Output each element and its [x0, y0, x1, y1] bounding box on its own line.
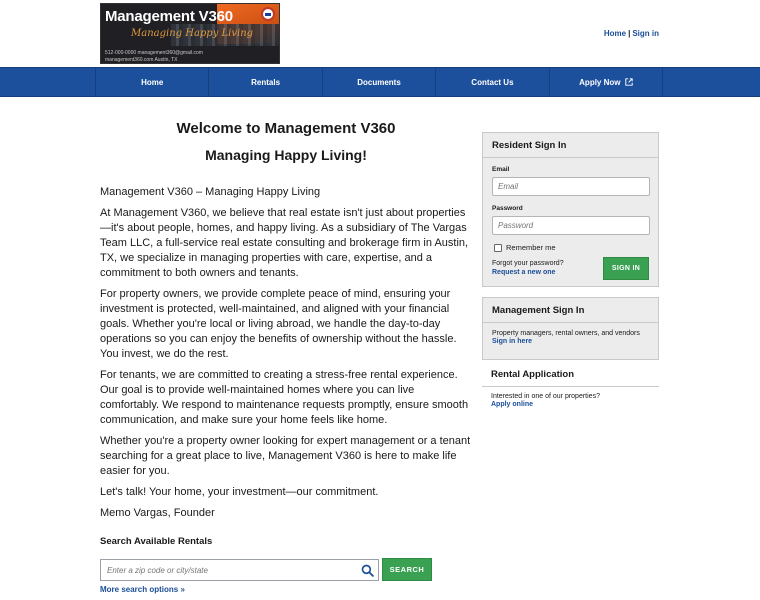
nav-rentals[interactable] [208, 68, 321, 96]
closing-paragraph: Whether you're a property owner looking for expert management or a tenant searching for a great place to live, Management V360 is here to make life easier for you. [100, 435, 471, 477]
founder-signature: Memo Vargas, Founder [100, 507, 215, 519]
resident-sign-in-title: Resident Sign In [483, 133, 658, 158]
logo-title: Management V360 [105, 8, 233, 25]
search-icon[interactable] [361, 564, 374, 577]
tenants-paragraph: For tenants, we are committed to creating a stress-free rental experience. Our goal is to provide well-maintained homes where you can live comfortably. We respond to maintenance requests promptly, ensure smooth communication, and make sure your home feels like home. [100, 369, 469, 426]
management-sign-in-title: Management Sign In [483, 298, 658, 323]
email-label: Email [492, 166, 510, 173]
intro-paragraph: Management V360 – Managing Happy Living [100, 186, 321, 198]
remember-me-row [494, 243, 658, 252]
nav-contact-us-label: Contact Us [471, 77, 514, 87]
main-content [100, 120, 472, 527]
resident-sign-in-button[interactable]: SIGN IN [603, 257, 649, 280]
top-links-separator: | [628, 29, 631, 38]
rental-search [100, 536, 440, 594]
site-logo[interactable] [100, 3, 280, 64]
search-input[interactable] [101, 560, 378, 580]
nav-apply-now-label: Apply Now [579, 77, 621, 87]
main-navbar [0, 67, 760, 97]
search-row [100, 558, 440, 581]
page-title: Welcome to Management V360 [176, 120, 396, 137]
password-label: Password [492, 205, 523, 212]
more-search-options-link[interactable]: More search options » [100, 585, 185, 594]
nav-items [95, 68, 663, 96]
apply-online-link[interactable]: Apply online [491, 401, 533, 408]
password-field[interactable] [492, 216, 650, 235]
nav-home[interactable] [95, 68, 208, 96]
rental-application-panel [482, 362, 659, 408]
nav-home-label: Home [141, 77, 164, 87]
logo-script-text: Managing Happy Living [131, 28, 254, 39]
request-new-password-link[interactable]: Request a new one [492, 269, 556, 276]
nav-documents-label: Documents [357, 77, 401, 87]
nav-contact-us[interactable] [435, 68, 548, 96]
page-subtitle: Managing Happy Living! [205, 147, 367, 163]
remember-me-label: Remember me [506, 243, 556, 252]
nav-apply-now[interactable] [549, 68, 663, 96]
rental-application-title: Rental Application [482, 362, 659, 387]
logo-badge-icon [261, 7, 275, 21]
forgot-row [483, 257, 658, 283]
search-title: Search Available Rentals [100, 536, 213, 547]
management-description: Property managers, rental owners, and vendors [492, 330, 640, 337]
management-sign-in-link[interactable]: Sign in here [492, 338, 533, 345]
about-paragraph: At Management V360, we believe that real estate isn't just about properties—it's about people, homes, and happy living. As a subsidiary of The Vargas Team LLC, a full-service real estate consulting and brokerage firm in Austin, TX, we specialize in managing properties with care, expertise, and a commitment to both owners and tenants. [100, 207, 469, 279]
logo-contact-line: 512-000-0000 management360@gmail.com [105, 50, 203, 56]
search-button[interactable]: SEARCH [382, 558, 432, 581]
owners-paragraph: For property owners, we provide complete peace of mind, ensuring your investment is protected, well-maintained, and aligned with your financial goals. Whether you're local or living abroad, we handle the day-to-day operations so you can enjoy the benefits of ownership without the hassle. You invest, we do the rest. [100, 288, 457, 360]
top-links [604, 29, 659, 38]
tagline-paragraph: Let's talk! Your home, your investment—our commitment. [100, 486, 379, 498]
nav-rentals-label: Rentals [251, 77, 281, 87]
external-link-icon [625, 78, 633, 86]
top-sign-in-link[interactable]: Sign in [632, 29, 659, 38]
top-home-link[interactable]: Home [603, 29, 627, 38]
management-sign-in-panel [482, 297, 659, 360]
email-field[interactable] [492, 177, 650, 196]
forgot-password-text: Forgot your password? [492, 260, 564, 267]
nav-documents[interactable] [322, 68, 435, 96]
remember-me-checkbox[interactable] [494, 244, 502, 252]
logo-site-line: management360.com Austin, TX [105, 57, 178, 63]
rental-application-description: Interested in one of our properties? [491, 393, 600, 400]
search-input-wrap [100, 559, 379, 581]
resident-sign-in-panel [482, 132, 659, 287]
